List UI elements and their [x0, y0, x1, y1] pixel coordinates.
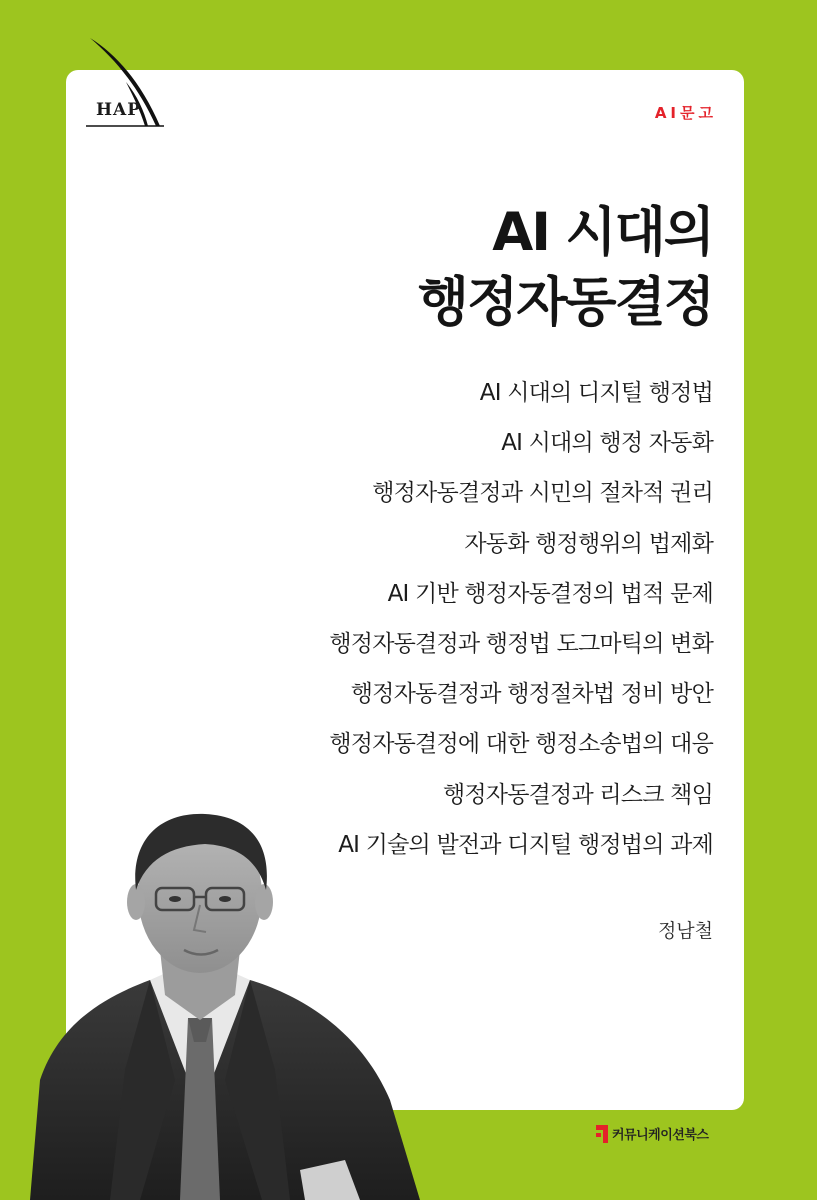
- author-name: 정남철: [657, 920, 713, 942]
- chapter-item: AI 시대의 행정 자동화: [501, 430, 713, 457]
- chapter-item: 행정자동결정과 리스크 책임: [442, 781, 713, 808]
- chapter-item: 행정자동결정에 대한 행정소송법의 대응: [329, 731, 713, 758]
- chapter-item: 행정자동결정과 행정법 도그마틱의 변화: [329, 631, 713, 658]
- book-title-line1: AI 시대의: [492, 202, 713, 263]
- publisher-name: 커뮤니케이션북스: [612, 1128, 709, 1143]
- chapter-item: 행정자동결정과 행정절차법 정비 방안: [350, 681, 713, 708]
- logo-text: HAP: [96, 100, 142, 120]
- chapter-item: AI 기반 행정자동결정의 법적 문제: [387, 580, 713, 607]
- author-photo: [0, 780, 430, 1200]
- publisher-mark-icon: [596, 1125, 608, 1143]
- series-label: AI문고: [654, 104, 717, 122]
- book-title-line2: 행정자동결정: [417, 272, 713, 333]
- author-portrait-image: [0, 780, 430, 1200]
- publisher-logo: [596, 1124, 708, 1143]
- chapter-item: AI 시대의 디지털 행정법: [479, 380, 713, 406]
- book-title: [193, 198, 713, 338]
- chapter-item: AI 기술의 발전과 디지털 행정법의 과제: [338, 831, 713, 858]
- chapter-item: 자동화 행정행위의 법제화: [464, 530, 713, 557]
- chapter-item: 행정자동결정과 시민의 절차적 권리: [372, 480, 713, 507]
